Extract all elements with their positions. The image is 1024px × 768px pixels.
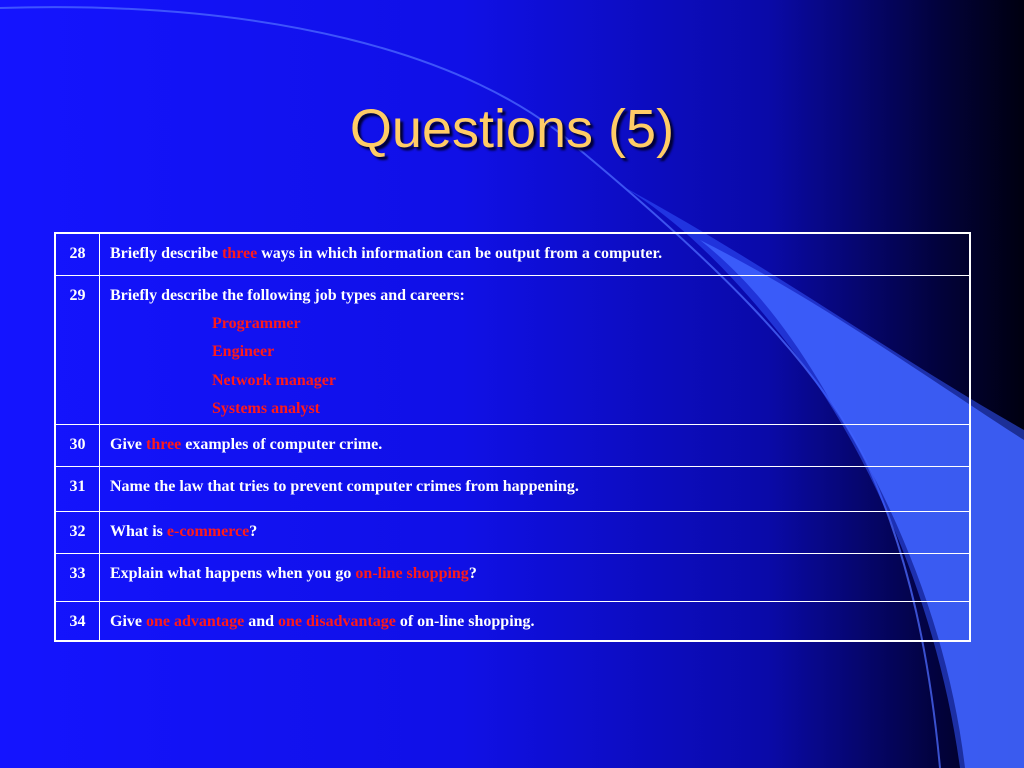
question-text: Name the law that tries to prevent computer crimes from happening. xyxy=(100,466,971,511)
table-row xyxy=(55,511,970,553)
question-text: Explain what happens when you go on-line shopping? xyxy=(100,553,971,601)
question-text: Briefly describe the following job types and careers: Programmer Engineer Network manager Systems analyst xyxy=(100,275,971,424)
job-item: Engineer xyxy=(212,343,275,360)
question-number: 30 xyxy=(55,424,100,466)
highlight: one advantage xyxy=(146,612,245,630)
question-number: 31 xyxy=(55,466,100,511)
question-text: Give three examples of computer crime. xyxy=(100,424,971,466)
job-item: Network manager xyxy=(212,371,336,389)
job-item: Systems analyst xyxy=(212,400,321,417)
question-number: 32 xyxy=(55,511,100,553)
highlight: e-commerce xyxy=(166,522,250,540)
questions-table xyxy=(54,232,971,642)
job-item: Programmer xyxy=(212,314,301,332)
table-row xyxy=(55,275,970,424)
highlight: three xyxy=(146,435,182,453)
question-number: 28 xyxy=(55,233,100,275)
question-number: 29 xyxy=(55,275,100,424)
question-number: 34 xyxy=(55,601,100,641)
highlight: one disadvantage xyxy=(278,612,396,630)
table-row xyxy=(55,466,970,511)
highlight: three xyxy=(221,245,258,262)
question-number: 33 xyxy=(55,553,100,601)
highlight: on-line shopping xyxy=(355,564,469,582)
table-row xyxy=(55,553,970,601)
question-text: Give one advantage and one disadvantage of on-line shopping. xyxy=(100,601,971,641)
question-text: What is e-commerce? xyxy=(100,511,971,553)
table-row xyxy=(55,424,970,466)
table-row xyxy=(55,233,970,275)
table-row xyxy=(55,601,970,641)
slide-title: Questions (5) xyxy=(349,99,675,159)
question-text: Briefly describe three ways in which information can be output from a computer. xyxy=(100,233,971,275)
